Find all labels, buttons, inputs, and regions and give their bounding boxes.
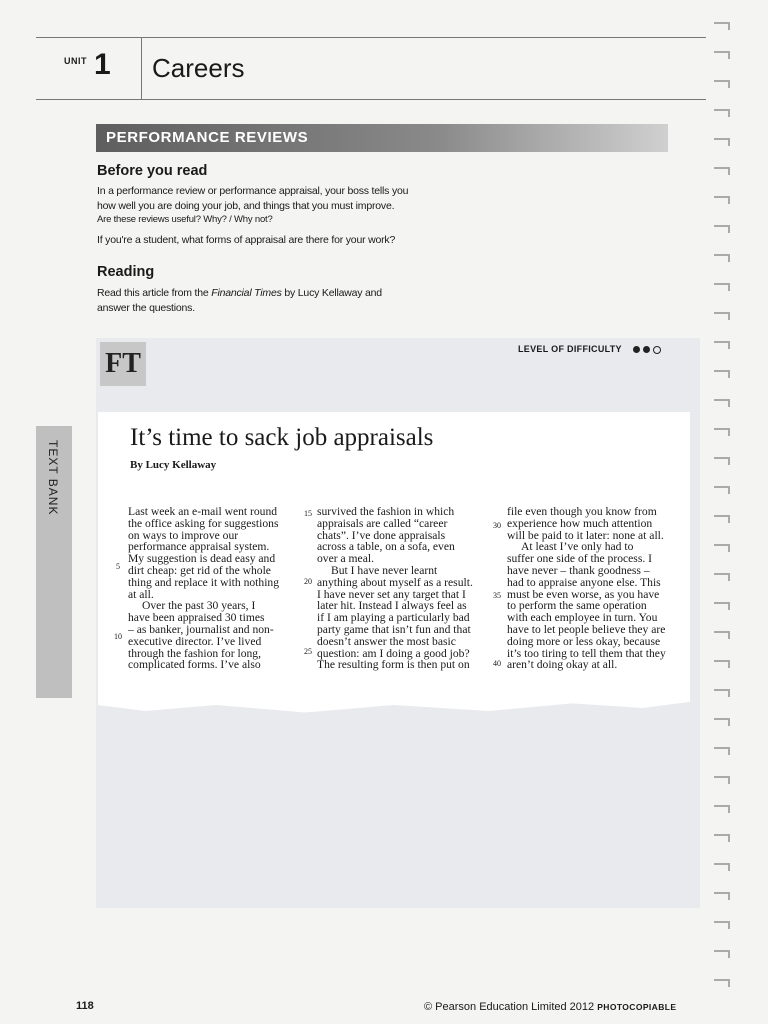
spiral-ring-icon [714, 660, 730, 668]
article-line: file even though you know from [507, 505, 657, 518]
unit-title: Careers [152, 53, 245, 83]
article-line: with each employee in turn. You [507, 611, 658, 625]
spiral-ring-icon [714, 22, 730, 30]
text-bank-tab [36, 426, 72, 698]
text-bank-label: TEXT BANK [46, 440, 60, 516]
before-you-read-line-1: In a performance review or performance appraisal, your boss tells you [97, 185, 409, 197]
spiral-ring-icon [714, 341, 730, 349]
spiral-ring-icon [714, 457, 730, 465]
reading-line-1-suffix: by Lucy Kellaway and [281, 287, 382, 299]
spiral-ring-icon [714, 109, 730, 117]
reading-line-2: answer the questions. [97, 302, 195, 314]
spiral-ring-icon [714, 892, 730, 900]
spiral-ring-icon [714, 718, 730, 726]
article-line: doesn’t answer the most basic [317, 634, 456, 648]
line-number: 25 [304, 647, 312, 656]
difficulty-dot-filled-icon [633, 346, 640, 353]
spiral-ring-icon [714, 805, 730, 813]
article-line: performance appraisal system. [128, 540, 270, 554]
before-you-read-line-3: Are these reviews useful? Why? / Why not? [97, 214, 273, 225]
spiral-ring-icon [714, 370, 730, 378]
line-number: 40 [493, 659, 501, 668]
ft-logo: FT [100, 342, 146, 386]
article-line: The resulting form is then put on [317, 658, 470, 672]
footer-copyright [424, 1001, 676, 1013]
article-line: suffer one side of the process. I [507, 552, 652, 566]
article-line: will be paid to it later: none at all. [507, 528, 664, 542]
article-line: if I am playing a particularly bad [317, 611, 470, 625]
difficulty-dot-empty-icon [653, 346, 661, 354]
article-column-3 [507, 506, 666, 671]
reading-source: Financial Times [211, 287, 282, 299]
article-line: At least I’ve only had to [521, 540, 634, 554]
unit-label: UNIT [64, 56, 87, 66]
article-line: doing more or less okay, because [507, 634, 661, 648]
before-you-read-line-4: If you're a student, what forms of appraisal are there for your work? [97, 234, 396, 246]
unit-number: 1 [94, 48, 111, 81]
article-line: Over the past 30 years, I [142, 599, 256, 613]
article-line: must be even worse, as you have [507, 587, 660, 601]
spiral-ring-icon [714, 138, 730, 146]
article-line: through the fashion for long, [128, 646, 261, 660]
section-title-bar [96, 124, 668, 152]
article-headline: It’s time to sack job appraisals [130, 424, 434, 451]
article-line: question: am I doing a good job? [317, 646, 470, 660]
article-line: I have never set any target that I [317, 587, 466, 601]
article-line: – as banker, journalist and non- [128, 622, 274, 636]
article-line: survived the fashion in which [317, 505, 455, 518]
line-number: 35 [493, 591, 501, 600]
reading-line-1-prefix: Read this article from the [97, 287, 212, 299]
spiral-ring-icon [714, 979, 730, 987]
reading-line-1 [97, 286, 382, 300]
article-line: have been appraised 30 times [128, 611, 265, 625]
spiral-ring-icon [714, 254, 730, 262]
spiral-ring-icon [714, 428, 730, 436]
article-line: Last week an e-mail went round [128, 505, 278, 518]
article-column-2 [317, 506, 473, 671]
article-line: have to let people believe they are [507, 622, 666, 636]
spiral-ring-icon [714, 486, 730, 494]
header-top-rule [36, 37, 706, 38]
article-line: thing and replace it with nothing [128, 575, 280, 589]
article-line: had to appraise anyone else. This [507, 575, 661, 589]
spiral-ring-icon [714, 863, 730, 871]
spiral-ring-icon [714, 689, 730, 697]
spiral-ring-icon [714, 747, 730, 755]
difficulty-dot-filled-icon [643, 346, 650, 353]
article-line: executive director. I’ve lived [128, 634, 262, 648]
spiral-ring-icon [714, 196, 730, 204]
line-number: 30 [493, 521, 501, 530]
line-number: 15 [304, 509, 312, 518]
spiral-ring-icon [714, 950, 730, 958]
line-number: 5 [116, 562, 120, 571]
header-bottom-rule [36, 99, 706, 100]
article-line: experience how much attention [507, 516, 653, 530]
article-line: the office asking for suggestions [128, 516, 279, 530]
header-divider [141, 38, 142, 99]
article-column-1 [128, 506, 279, 671]
spiral-ring-icon [714, 573, 730, 581]
before-you-read-line-2: how well you are doing your job, and things that you must improve. [97, 200, 395, 212]
page-number: 118 [76, 1000, 94, 1012]
article-line: My suggestion is dead easy and [128, 552, 276, 566]
spiral-ring-icon [714, 776, 730, 784]
difficulty-label: LEVEL OF DIFFICULTY [518, 344, 622, 354]
article-line: dirt cheap: get rid of the whole [128, 563, 271, 577]
article-byline: By Lucy Kellaway [130, 459, 217, 471]
section-title: PERFORMANCE REVIEWS [106, 129, 309, 146]
article-line: appraisals are called “career [317, 516, 448, 530]
spiral-ring-icon [714, 399, 730, 407]
article-line: But I have never learnt [331, 563, 438, 577]
spiral-ring-icon [714, 312, 730, 320]
line-number: 20 [304, 577, 312, 586]
article-line: it’s too tiring to tell them that they [507, 646, 666, 660]
reading-heading: Reading [97, 264, 155, 280]
spiral-ring-icon [714, 167, 730, 175]
spiral-ring-icon [714, 631, 730, 639]
article-line: aren’t doing okay at all. [507, 658, 618, 672]
spiral-ring-icon [714, 225, 730, 233]
article-line: over a meal. [317, 552, 374, 566]
photocopiable-label: PHOTOCOPIABLE [597, 1002, 677, 1012]
spiral-ring-icon [714, 80, 730, 88]
article-line: at all. [128, 587, 154, 601]
spiral-ring-icon [714, 515, 730, 523]
spiral-ring-icon [714, 834, 730, 842]
article-line: complicated forms. I’ve also [128, 658, 261, 672]
copyright-text: © Pearson Education Limited 2012 [424, 1001, 595, 1013]
before-you-read-heading: Before you read [97, 163, 208, 179]
article-line: to perform the same operation [507, 599, 647, 613]
spiral-ring-icon [714, 283, 730, 291]
article-line: across a table, on a sofa, even [317, 540, 455, 554]
spiral-ring-icon [714, 51, 730, 59]
article-line: party game that isn’t fun and that [317, 622, 471, 636]
spiral-ring-icon [714, 921, 730, 929]
article-line: have never – thank goodness – [507, 563, 650, 577]
spiral-ring-icon [714, 602, 730, 610]
line-number: 10 [114, 632, 122, 641]
article-line: on ways to improve our [128, 528, 239, 542]
article-line: anything about myself as a result. [317, 575, 473, 589]
article-line: later hit. Instead I always feel as [317, 599, 467, 613]
spiral-ring-icon [714, 544, 730, 552]
difficulty-indicator [518, 344, 661, 354]
article-line: chats”. I’ve done appraisals [317, 528, 446, 542]
